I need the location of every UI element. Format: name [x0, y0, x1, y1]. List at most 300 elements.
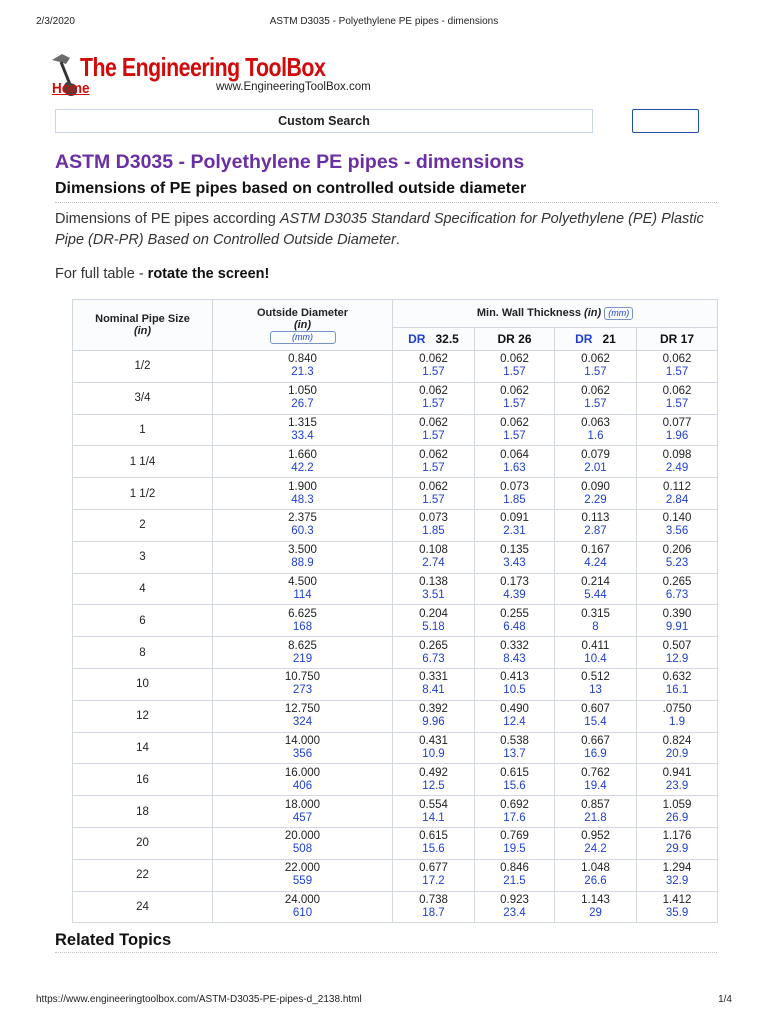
value-inch: 12.750: [284, 703, 321, 716]
rotate-hint: [55, 266, 269, 282]
table-row: [73, 573, 718, 605]
value-inch: 1.900: [288, 480, 317, 493]
wall-thickness-cell: [475, 541, 555, 573]
value-mm: 13: [589, 684, 602, 697]
wall-thickness-cell: [555, 637, 637, 669]
standard-name: ASTM D3035 Standard Specification for Polyethylene (PE) Plastic Pipe (DR-PR) Based on Controlled Outside Diameter: [55, 211, 704, 248]
page-subtitle: Dimensions of PE pipes based on controlled outside diameter: [55, 180, 527, 197]
value-mm: 9.96: [422, 716, 445, 729]
value-inch: 1.143: [581, 893, 610, 906]
value-inch: 0.062: [419, 353, 448, 366]
mm-toggle-od[interactable]: (mm): [270, 331, 336, 344]
dr-link[interactable]: DR: [575, 332, 593, 346]
wall-thickness-cell: [393, 700, 475, 732]
table-row: [73, 351, 718, 383]
wall-thickness-cell: [555, 478, 637, 510]
value-mm: 1.57: [422, 429, 445, 442]
outside-diameter-cell: [213, 859, 393, 891]
value-inch: 0.062: [662, 353, 692, 366]
print-url: https://www.engineeringtoolbox.com/ASTM-D3035-PE-pipes-d_2138.html: [36, 994, 362, 1005]
value-inch: 0.073: [500, 480, 529, 493]
value-inch: 0.392: [419, 703, 448, 716]
value-inch: 0.738: [419, 893, 448, 906]
value-inch: 2.375: [288, 512, 317, 525]
value-inch: 0.079: [581, 448, 610, 461]
value-inch: 0.315: [581, 607, 610, 620]
value-inch: 0.062: [419, 480, 448, 493]
value-mm: 1.9: [669, 716, 686, 729]
table-row: [73, 668, 718, 700]
value-inch: 0.923: [500, 893, 529, 906]
value-mm: 23.4: [503, 906, 526, 919]
header-nominal-size-unit: (in): [133, 325, 152, 337]
wall-thickness-cell: [393, 668, 475, 700]
page-title: ASTM D3035 - Polyethylene PE pipes - dimensions: [55, 151, 525, 173]
value-inch: 22.000: [284, 862, 321, 875]
nominal-size-cell: 12: [73, 700, 213, 732]
value-inch: 0.173: [500, 575, 529, 588]
header-wall-unit: (in): [584, 307, 602, 319]
wall-thickness-cell: [393, 382, 475, 414]
value-mm: 1.85: [503, 493, 526, 506]
value-inch: 0.769: [500, 830, 529, 843]
value-mm: 26.6: [584, 875, 607, 888]
value-mm: 14.1: [422, 811, 445, 824]
value-mm: 1.57: [503, 366, 526, 379]
outside-diameter-cell: [213, 446, 393, 478]
outside-diameter-cell: [213, 478, 393, 510]
outside-diameter-cell: [213, 573, 393, 605]
value-inch: 0.062: [419, 416, 448, 429]
value-inch: 0.490: [500, 703, 529, 716]
value-mm: 610: [292, 906, 313, 919]
header-od-label: Outside Diameter: [256, 306, 349, 319]
wall-thickness-cell: [475, 414, 555, 446]
wall-thickness-cell: [637, 414, 718, 446]
value-mm: 15.6: [503, 779, 526, 792]
value-inch: 0.857: [581, 798, 610, 811]
value-mm: 5.23: [665, 557, 689, 570]
value-mm: 6.73: [422, 652, 445, 665]
wall-thickness-cell: [475, 700, 555, 732]
value-mm: 1.57: [665, 398, 689, 411]
nominal-size-cell: 8: [73, 637, 213, 669]
value-mm: 29: [589, 906, 602, 919]
wall-thickness-cell: [637, 541, 718, 573]
dr-value: DR 17: [660, 332, 695, 346]
value-inch: 0.840: [288, 353, 317, 366]
value-mm: 16.1: [665, 684, 689, 697]
value-inch: 0.204: [419, 607, 448, 620]
value-inch: 0.265: [662, 575, 692, 588]
header-nominal-size-label: Nominal Pipe Size: [95, 313, 190, 325]
value-mm: 35.9: [665, 906, 689, 919]
table-row: [73, 478, 718, 510]
dr-value: 32.5: [435, 332, 459, 346]
wall-thickness-cell: [555, 509, 637, 541]
value-inch: 0.062: [500, 385, 529, 398]
value-mm: 8: [592, 620, 599, 633]
value-mm: 19.4: [584, 779, 607, 792]
nominal-size-cell: 24: [73, 891, 213, 923]
value-mm: 17.6: [503, 811, 526, 824]
value-mm: 2.87: [584, 525, 607, 538]
value-inch: 0.062: [500, 416, 529, 429]
value-inch: 1.412: [662, 893, 692, 906]
value-inch: 1.315: [288, 416, 317, 429]
value-inch: 0.411: [581, 639, 610, 652]
nominal-size-cell: 1 1/2: [73, 478, 213, 510]
value-inch: 6.625: [288, 607, 317, 620]
value-mm: 12.9: [665, 652, 689, 665]
value-inch: 18.000: [284, 798, 321, 811]
table-row: [73, 446, 718, 478]
wall-thickness-cell: [637, 478, 718, 510]
value-inch: 0.538: [500, 734, 529, 747]
value-inch: 0.255: [500, 607, 529, 620]
wall-thickness-cell: [475, 382, 555, 414]
wall-thickness-cell: [637, 891, 718, 923]
value-mm: 33.4: [291, 429, 314, 442]
wall-thickness-cell: [637, 796, 718, 828]
wall-thickness-cell: [393, 478, 475, 510]
value-mm: 219: [292, 652, 313, 665]
value-inch: 0.824: [662, 734, 692, 747]
outside-diameter-cell: [213, 605, 393, 637]
table-row: [73, 732, 718, 764]
outside-diameter-cell: [213, 541, 393, 573]
table-row: [73, 764, 718, 796]
value-mm: 1.57: [584, 366, 607, 379]
nominal-size-cell: 1 1/4: [73, 446, 213, 478]
nominal-size-cell: 2: [73, 509, 213, 541]
value-mm: 114: [293, 588, 312, 601]
value-mm: 2.31: [503, 525, 526, 538]
value-mm: 8.41: [422, 684, 445, 697]
wall-thickness-cell: [475, 891, 555, 923]
wall-thickness-cell: [393, 827, 475, 859]
value-inch: 0.507: [662, 639, 692, 652]
value-inch: 14.000: [284, 734, 321, 747]
value-mm: 3.56: [665, 525, 689, 538]
outside-diameter-cell: [213, 637, 393, 669]
wall-thickness-cell: [475, 827, 555, 859]
value-mm: 4.24: [584, 557, 607, 570]
value-inch: 1.048: [581, 862, 610, 875]
wall-thickness-cell: [393, 351, 475, 383]
value-inch: 0.332: [500, 639, 529, 652]
value-mm: 12.4: [503, 716, 526, 729]
value-mm: 508: [292, 843, 313, 856]
value-inch: 0.062: [419, 448, 448, 461]
value-mm: 26.9: [665, 811, 689, 824]
print-title: ASTM D3035 - Polyethylene PE pipes - dimensions: [269, 16, 499, 27]
site-title: The Engineering ToolBox: [80, 52, 326, 82]
print-header: [36, 16, 732, 30]
table-row: [73, 541, 718, 573]
value-inch: 0.135: [500, 544, 529, 557]
value-inch: 0.941: [662, 766, 692, 779]
wall-thickness-cell: [637, 351, 718, 383]
value-mm: 24.2: [584, 843, 607, 856]
value-mm: 19.5: [503, 843, 526, 856]
wall-thickness-cell: [393, 605, 475, 637]
site-logo[interactable]: [48, 50, 388, 102]
value-inch: 0.413: [500, 671, 529, 684]
pipe-dimensions-table: [72, 299, 718, 923]
value-inch: 1.294: [662, 862, 692, 875]
value-mm: 1.57: [584, 398, 607, 411]
table-row: [73, 700, 718, 732]
table-row: [73, 859, 718, 891]
value-inch: .0750: [662, 703, 692, 716]
wall-thickness-cell: [555, 732, 637, 764]
value-mm: 1.85: [422, 525, 445, 538]
dr-link[interactable]: DR: [408, 332, 426, 346]
value-mm: 15.4: [584, 716, 607, 729]
intro-prefix: Dimensions of PE pipes according: [55, 211, 280, 227]
nominal-size-cell: 10: [73, 668, 213, 700]
value-inch: 0.632: [662, 671, 692, 684]
outside-diameter-cell: [213, 732, 393, 764]
header-wall-thickness: [393, 300, 718, 328]
table-row: [73, 796, 718, 828]
value-mm: 42.2: [291, 461, 314, 474]
nominal-size-cell: 3/4: [73, 382, 213, 414]
value-inch: 0.692: [500, 798, 529, 811]
wall-thickness-cell: [555, 700, 637, 732]
wall-thickness-cell: [393, 414, 475, 446]
value-mm: 2.29: [584, 493, 607, 506]
value-inch: 0.062: [662, 385, 692, 398]
value-inch: 0.112: [663, 480, 691, 493]
wall-thickness-cell: [555, 668, 637, 700]
wall-thickness-cell: [393, 859, 475, 891]
wall-thickness-cell: [637, 827, 718, 859]
site-url: www.EngineeringToolBox.com: [216, 81, 371, 93]
wall-thickness-cell: [393, 764, 475, 796]
value-mm: 20.9: [665, 747, 689, 760]
value-inch: 24.000: [284, 893, 321, 906]
nominal-size-cell: 4: [73, 573, 213, 605]
value-mm: 21.5: [503, 875, 526, 888]
value-inch: 0.492: [419, 766, 448, 779]
header-dr-32-5: [393, 328, 475, 351]
value-inch: 1.660: [288, 448, 317, 461]
intro-suffix: .: [395, 232, 400, 248]
wall-thickness-cell: [637, 700, 718, 732]
wall-thickness-cell: [637, 605, 718, 637]
value-mm: 2.01: [584, 461, 607, 474]
nominal-size-cell: 3: [73, 541, 213, 573]
wall-thickness-cell: [475, 859, 555, 891]
nominal-size-cell: 1: [73, 414, 213, 446]
value-mm: 17.2: [422, 875, 445, 888]
value-inch: 0.108: [419, 544, 448, 557]
value-mm: 5.18: [422, 620, 445, 633]
table-row: [73, 827, 718, 859]
value-mm: 406: [292, 779, 313, 792]
home-link[interactable]: Home: [52, 80, 90, 97]
value-mm: 29.9: [665, 843, 689, 856]
table-row: [73, 382, 718, 414]
table-row: [73, 637, 718, 669]
outside-diameter-cell: [213, 827, 393, 859]
nominal-size-cell: 6: [73, 605, 213, 637]
value-mm: 356: [292, 747, 313, 760]
value-inch: 0.090: [581, 480, 610, 493]
value-mm: 12.5: [422, 779, 445, 792]
wall-thickness-cell: [475, 796, 555, 828]
value-inch: 16.000: [284, 766, 321, 779]
wall-thickness-cell: [475, 605, 555, 637]
wall-thickness-cell: [555, 891, 637, 923]
wall-thickness-cell: [637, 573, 718, 605]
wall-thickness-cell: [475, 478, 555, 510]
value-inch: 0.431: [419, 734, 448, 747]
header-od-unit: (in): [293, 318, 312, 331]
value-mm: 21.3: [291, 366, 314, 379]
custom-search-box[interactable]: [55, 109, 593, 133]
wall-thickness-cell: [393, 573, 475, 605]
table-row: [73, 414, 718, 446]
value-mm: 15.6: [422, 843, 445, 856]
divider: [55, 202, 717, 203]
value-mm: 9.91: [665, 620, 689, 633]
value-mm: 16.9: [584, 747, 607, 760]
wall-thickness-cell: [637, 764, 718, 796]
value-inch: 0.077: [662, 416, 692, 429]
value-inch: 1.059: [662, 798, 692, 811]
value-inch: 0.554: [419, 798, 448, 811]
wall-thickness-cell: [555, 764, 637, 796]
wall-thickness-cell: [637, 509, 718, 541]
value-inch: 0.098: [662, 448, 692, 461]
value-inch: 3.500: [288, 544, 317, 557]
value-inch: 0.063: [581, 416, 610, 429]
value-inch: 0.064: [500, 448, 529, 461]
wall-thickness-cell: [475, 668, 555, 700]
wall-thickness-cell: [555, 573, 637, 605]
header-dr-17: [637, 328, 718, 351]
value-mm: 1.6: [587, 429, 604, 442]
value-mm: 5.44: [584, 588, 607, 601]
outside-diameter-cell: [213, 414, 393, 446]
wall-thickness-cell: [475, 509, 555, 541]
page-number: 1/4: [718, 994, 732, 1005]
wall-thickness-cell: [637, 668, 718, 700]
value-mm: 23.9: [665, 779, 689, 792]
value-inch: 0.113: [581, 512, 610, 525]
value-inch: 1.050: [288, 385, 317, 398]
wall-thickness-cell: [393, 446, 475, 478]
wall-thickness-cell: [555, 796, 637, 828]
value-mm: 457: [292, 811, 313, 824]
wall-thickness-cell: [475, 764, 555, 796]
wall-thickness-cell: [393, 637, 475, 669]
wall-thickness-cell: [637, 382, 718, 414]
value-inch: 0.062: [581, 353, 610, 366]
value-mm: 10.9: [422, 747, 445, 760]
nominal-size-cell: 16: [73, 764, 213, 796]
value-mm: 10.5: [503, 684, 526, 697]
value-mm: 26.7: [291, 398, 314, 411]
value-inch: 0.206: [662, 544, 692, 557]
related-topics-heading: Related Topics: [55, 931, 172, 949]
mm-toggle-wall[interactable]: (mm): [604, 307, 633, 320]
header-nominal-size: [73, 300, 213, 351]
value-inch: 0.667: [581, 734, 610, 747]
value-mm: 18.7: [422, 906, 445, 919]
value-inch: 0.167: [581, 544, 610, 557]
value-inch: 0.091: [500, 512, 529, 525]
outside-diameter-cell: [213, 764, 393, 796]
wall-thickness-cell: [475, 446, 555, 478]
wall-thickness-cell: [555, 382, 637, 414]
header-dr-26: [475, 328, 555, 351]
value-mm: 168: [292, 620, 313, 633]
value-mm: 2.49: [665, 461, 689, 474]
nominal-size-cell: 1/2: [73, 351, 213, 383]
table-row: [73, 605, 718, 637]
value-inch: 0.390: [662, 607, 692, 620]
wall-thickness-cell: [393, 732, 475, 764]
value-inch: 0.265: [419, 639, 448, 652]
value-inch: 0.846: [500, 862, 529, 875]
value-inch: 8.625: [288, 639, 317, 652]
value-inch: 0.331: [419, 671, 448, 684]
value-inch: 20.000: [284, 830, 321, 843]
rotate-hint-bold: rotate the screen!: [147, 266, 270, 282]
wall-thickness-cell: [555, 351, 637, 383]
value-mm: 1.57: [503, 429, 526, 442]
wall-thickness-cell: [555, 541, 637, 573]
value-mm: 1.57: [503, 398, 526, 411]
value-mm: 48.3: [291, 493, 314, 506]
value-mm: 10.4: [584, 652, 607, 665]
wall-thickness-cell: [555, 605, 637, 637]
outside-diameter-cell: [213, 700, 393, 732]
custom-search-label: Custom Search: [278, 114, 370, 128]
wall-thickness-cell: [475, 351, 555, 383]
value-mm: 324: [292, 716, 313, 729]
print-footer: [36, 994, 732, 1008]
value-inch: 0.214: [581, 575, 610, 588]
nominal-size-cell: 18: [73, 796, 213, 828]
wall-thickness-cell: [555, 414, 637, 446]
nominal-size-cell: 14: [73, 732, 213, 764]
nominal-size-cell: 22: [73, 859, 213, 891]
outside-diameter-cell: [213, 382, 393, 414]
value-mm: 1.57: [422, 461, 445, 474]
search-button[interactable]: [632, 109, 699, 133]
value-mm: 2.74: [422, 557, 445, 570]
outside-diameter-cell: [213, 796, 393, 828]
wall-thickness-cell: [637, 637, 718, 669]
outside-diameter-cell: [213, 351, 393, 383]
value-inch: 0.677: [419, 862, 448, 875]
value-inch: 0.062: [419, 385, 448, 398]
header-dr-21: [555, 328, 637, 351]
rotate-hint-prefix: For full table -: [55, 266, 148, 282]
header-outside-diameter: [213, 300, 393, 351]
outside-diameter-cell: [213, 668, 393, 700]
value-inch: 0.952: [581, 830, 610, 843]
wall-thickness-cell: [637, 859, 718, 891]
value-mm: 559: [292, 875, 313, 888]
value-inch: 0.512: [581, 671, 610, 684]
nominal-size-cell: 20: [73, 827, 213, 859]
